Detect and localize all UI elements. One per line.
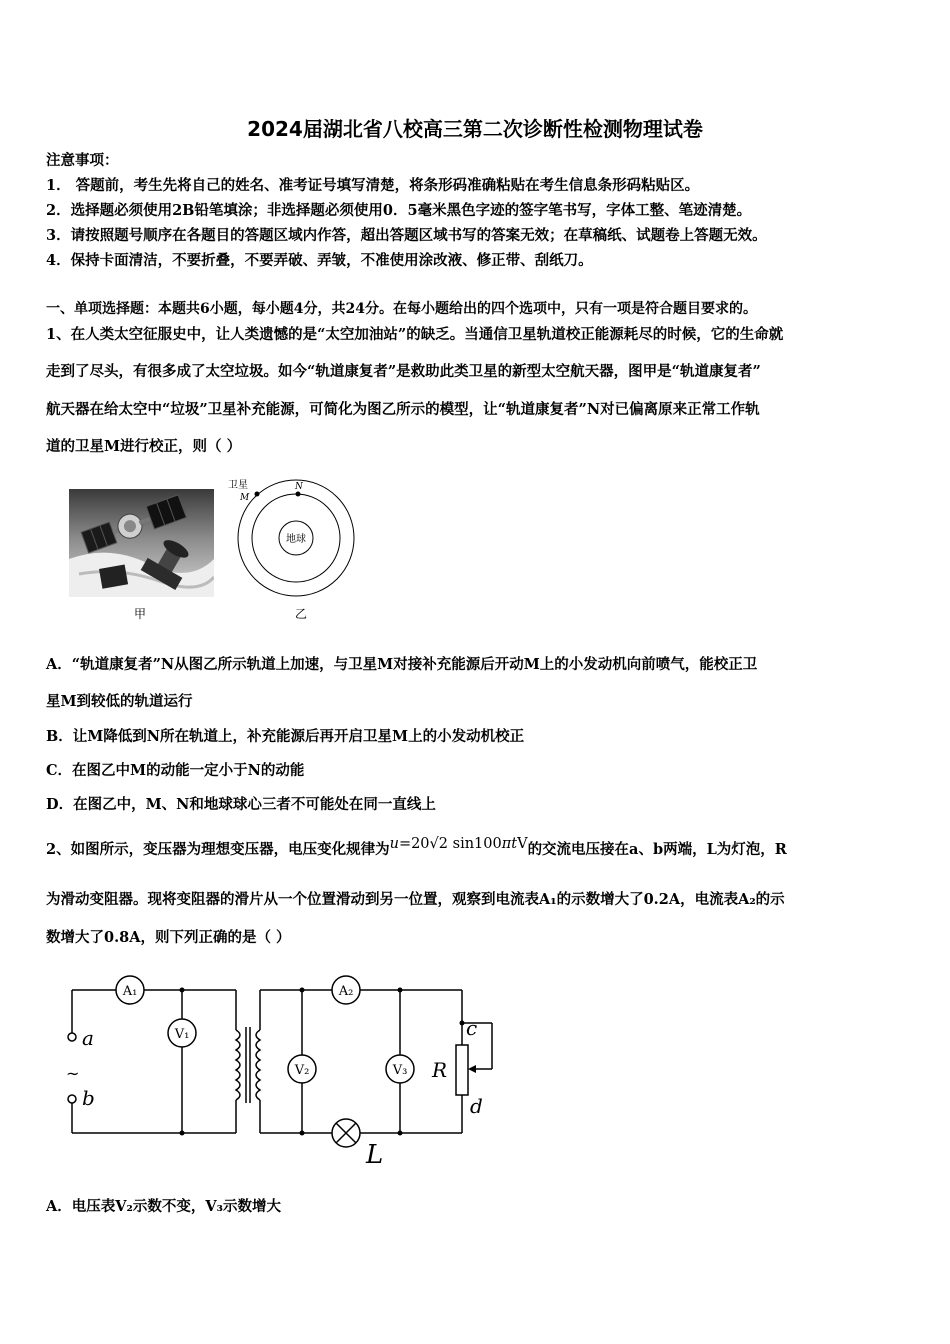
q2-line-1 (46, 836, 787, 860)
q1-line-2: 走到了尽头，有很多成了太空垃圾。如今“轨道康复者”是救助此类卫星的新型太空航天器，图甲是“轨道康复者” (46, 363, 761, 380)
formula-sin: sin100 (448, 836, 502, 852)
q2-line-3: 数增大了0.8A，则下列正确的是（ ） (46, 929, 291, 946)
earth-label: 地球 (286, 534, 306, 545)
q1-line-4: 道的卫星M进行校正，则（ ） (46, 438, 242, 455)
voltmeter-v2-label: V₂ (294, 1063, 310, 1078)
voltmeter-v3-label: V₃ (392, 1063, 408, 1078)
section-heading: 一、单项选择题：本题共6小题，每小题4分，共24分。在每小题给出的四个选项中，只有一项是符合题目要求的。 (46, 301, 757, 317)
satellite-label: 卫星 (228, 480, 248, 491)
ac-source-symbol: ~ (66, 1064, 80, 1083)
q2-line-1-suffix: 的交流电压接在a、b两端，L为灯泡，R (527, 841, 787, 858)
ammeter-a1-label: A₁ (122, 984, 138, 999)
formula-unit: V (517, 836, 528, 852)
ammeter-a2-label: A₂ (338, 984, 354, 999)
q1-option-d: D．在图乙中，M、N和地球球心三者不可能处在同一直线上 (46, 796, 436, 813)
n-label: N (295, 482, 303, 492)
page-title: 2024届湖北省八校高三第二次诊断性检测物理试卷 (247, 117, 703, 141)
formula-eq: =20 (398, 836, 430, 852)
transformer-circuit-diagram (60, 975, 510, 1170)
q1-line-3: 航天器在给太空中“垃圾”卫星补充能源，可简化为图乙所示的模型，让“轨道康复者”N对已偏离原来正常工作轨 (46, 401, 760, 418)
resistor-r-label: R (432, 1058, 448, 1082)
q2-option-a: A．电压表V₂示数不变，V₃示数增大 (46, 1198, 281, 1215)
satellite-m-dot (255, 492, 260, 497)
notice-item-1: 1． 答题前，考生先将自己的姓名、准考证号填写清楚，将条形码准确粘贴在考生信息条形码粘贴区。 (46, 177, 700, 194)
figure-caption-yi: 乙 (295, 607, 308, 621)
terminal-a-label: a (82, 1026, 94, 1050)
notice-item-2: 2．选择题必须使用2B铅笔填涂；非选择题必须使用0．5毫米黑色字迹的签字笔书写，字体工整、笔迹清楚。 (46, 202, 752, 219)
terminal-b-label: b (82, 1086, 95, 1110)
m-label: M (240, 493, 250, 503)
satellite-n-dot (296, 492, 301, 497)
figure-caption-jia: 甲 (134, 607, 147, 621)
formula-pit: πt (501, 836, 518, 852)
q2-line-2: 为滑动变阻器。现将变阻器的滑片从一个位置滑动到另一位置，观察到电流表A₁的示数增大了0.2A，电流表A₂的示 (46, 891, 785, 908)
slider-c-label: c (466, 1016, 478, 1040)
formula-sqrt: √2 (429, 836, 449, 852)
voltmeter-v1-label: V₁ (174, 1027, 190, 1042)
q1-option-c: C．在图乙中M的动能一定小于N的动能 (46, 762, 305, 779)
q1-option-a-line-1: A．“轨道康复者”N从图乙所示轨道上加速，与卫星M对接补充能源后开动M上的小发动机向前喷气，能校正卫 (46, 656, 758, 673)
notice-item-4: 4．保持卡面清洁，不要折叠，不要弄破、弄皱，不准使用涂改液、修正带、刮纸刀。 (46, 252, 593, 269)
voltage-formula (390, 836, 528, 852)
notice-heading: 注意事项： (46, 152, 119, 169)
orbit-diagram (226, 476, 366, 626)
formula-u: u (389, 836, 399, 852)
lamp-l-label: L (366, 1140, 384, 1170)
notice-item-3: 3．请按照题号顺序在各题目的答题区域内作答，超出答题区域书写的答案无效；在草稿纸、试题卷上答题无效。 (46, 227, 767, 244)
q1-option-a-line-2: 星M到较低的轨道运行 (46, 693, 193, 710)
q1-line-1: 1、在人类太空征服史中，让人类遗憾的是“太空加油站”的缺乏。当通信卫星轨道校正能源耗尽的时候，它的生命就 (46, 326, 784, 343)
q1-option-b: B．让M降低到N所在轨道上，补充能源后再开启卫星M上的小发动机校正 (46, 728, 525, 745)
satellite-photo-figure (69, 489, 214, 597)
q2-line-1-prefix: 2、如图所示，变压器为理想变压器，电压变化规律为 (46, 841, 390, 858)
slider-d-label: d (470, 1094, 483, 1118)
